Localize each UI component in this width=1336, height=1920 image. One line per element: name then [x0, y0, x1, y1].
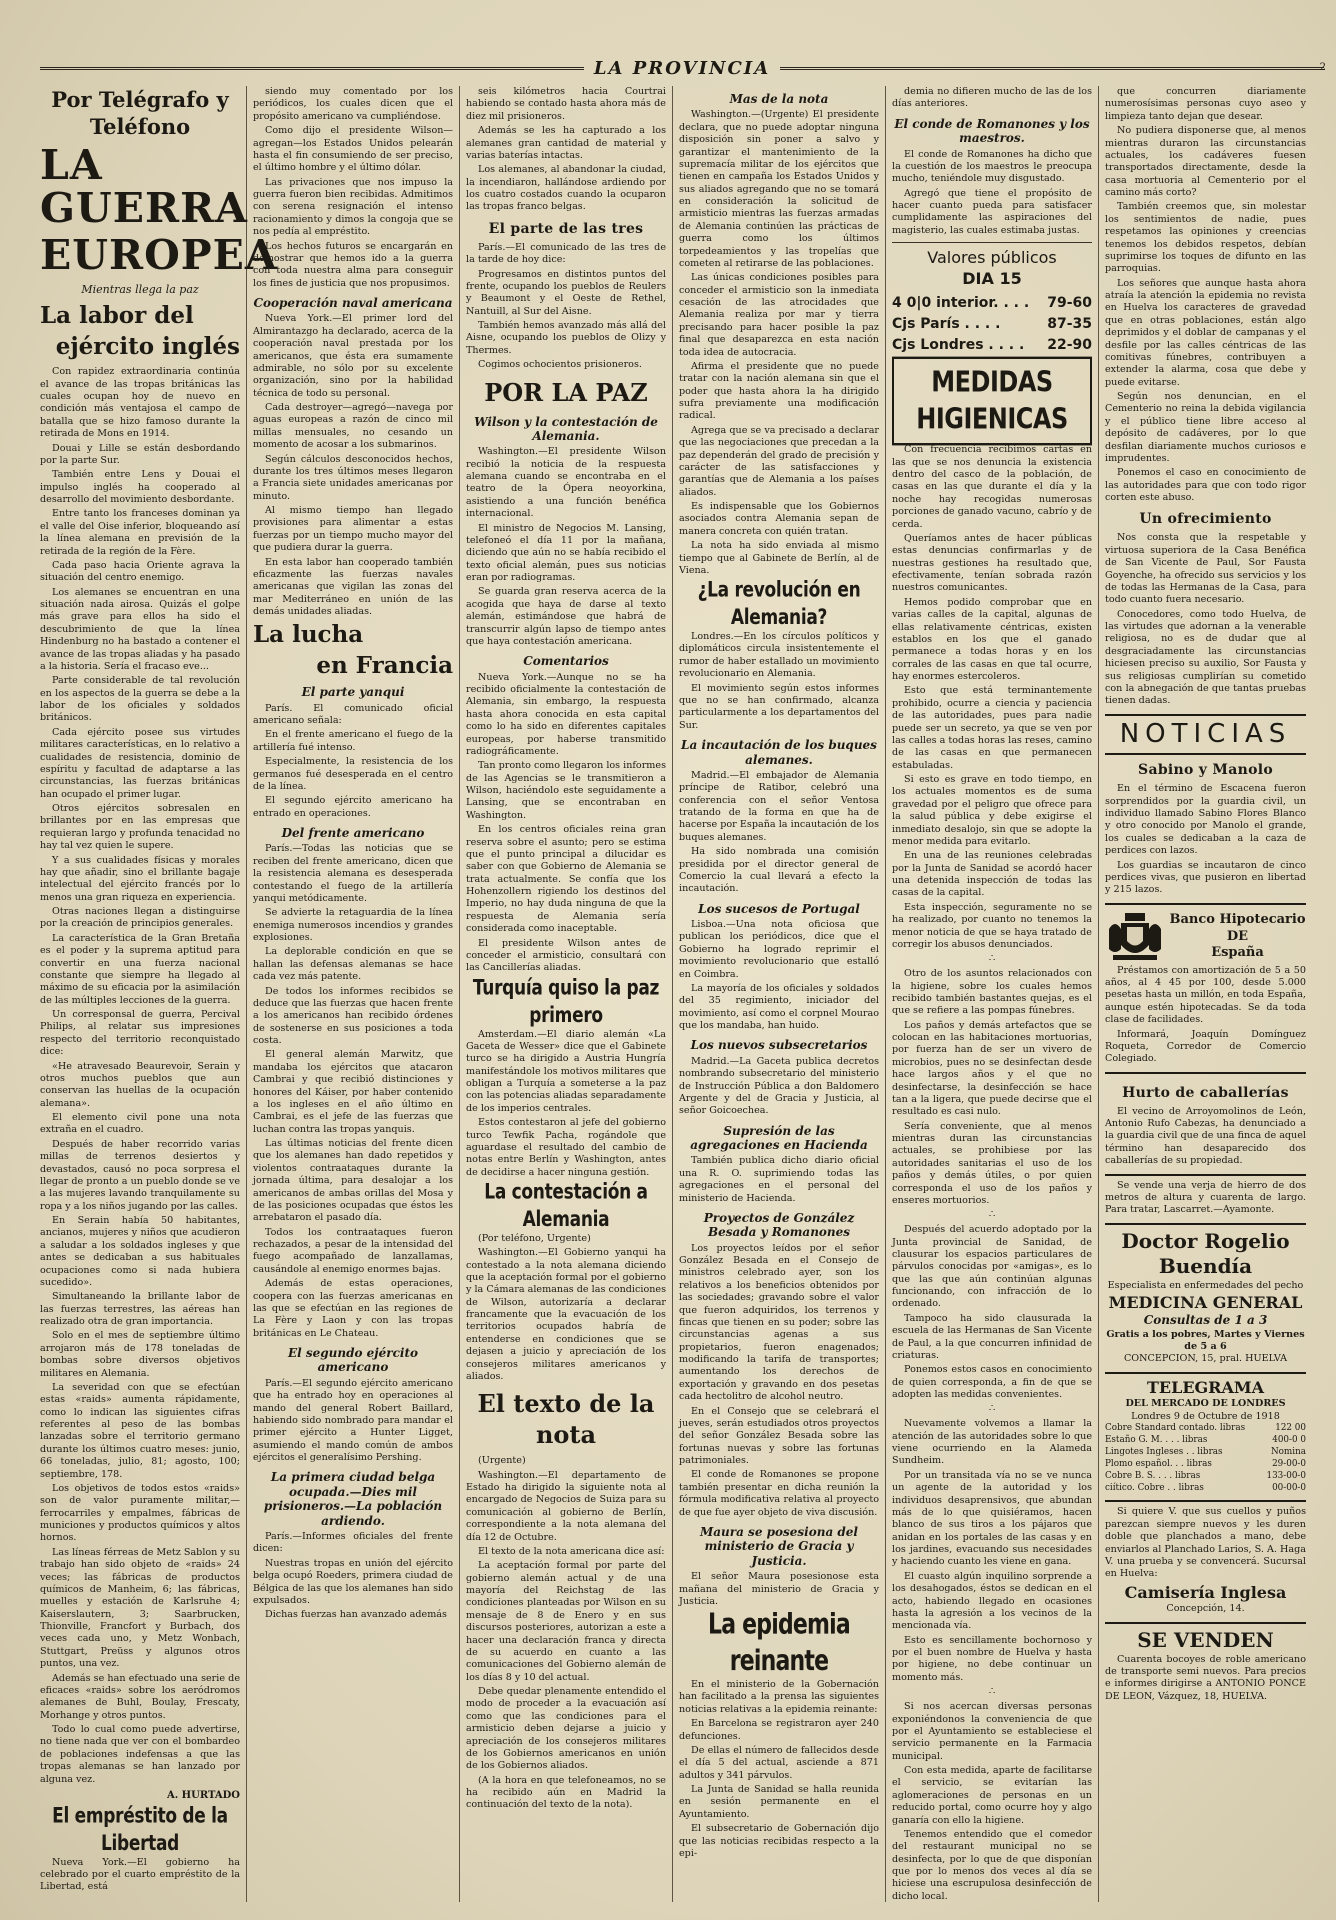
- paragraph: La mayoría de los oficiales y soldados del 35 regimiento, iniciador del movimiento, así como el corpnel Mourao que los mandaba, han huido.: [679, 982, 879, 1032]
- paragraph: Debe quedar plenamente entendido el modo de proceder a la evacuación así como que las condiciones para el armisticio deben dejarse a juicio y apreciación de los consejeros militares de los Gobiernos americanos en unión de los Gobiernos aliados.: [466, 1686, 666, 1772]
- paragraph: El texto de la nota americana dice así:: [478, 1545, 665, 1557]
- subheading: El conde de Romanones y los maestros.: [894, 116, 1090, 146]
- subheading: Hurto de caballerías: [1122, 1084, 1289, 1101]
- paragraph: La aceptación formal por parte del gobierno alemán actual y de una mayoría del Reichstag de las condiciones planteadas por Wilson en su mensaje de 8 de Enero y en sus discursos posteriores, autorizan a este a hacer una declaración franca y directa de su acuerdo en cuanto a las comunicaciones del Gobierno alemán de los días 8 y 10 del actual.: [466, 1560, 666, 1683]
- paragraph: Se guarda gran reserva acerca de la acogida que haya de darse al texto alemán, estimándose que habrá de transcurrir algún lapso de tiempo antes que haya contestación americana.: [466, 586, 666, 647]
- paragraph: Según cálculos desconocidos hechos, durante los tres últimos meses llegaron a Francia siete unidades americanas por minuto.: [253, 453, 453, 502]
- paragraph: Madrid.—La Gaceta publica decretos nombrando subsecretario del ministerio de Instrucción Pública a don Baldomero Argente y del de Gracia y Justicia, al señor Goicoechea.: [679, 1055, 879, 1117]
- paragraph: Las líneas férreas de Metz Sablon y su trabajo han sido objeto de «raids» 24 veces; las fábricas de productos químicos de Manheim, 6; las fábricas, muelles y estación de Karlsruhe 4; Kaiserslautern, 3; Saarbrucken, Thionville, Francfort y Burbach, dos veces cada uno, y Metz Wonbach, Stuttgart, Preüss y algunos otros puntos, una vez.: [40, 1546, 240, 1670]
- paragraph: seis kilómetros hacia Courtrai habiendo se contado hasta ahora más de diez mil prisioneros.: [466, 86, 666, 122]
- paragraph: Cada paso hacia Oriente agrava la situación del centro enemigo.: [40, 559, 240, 584]
- subheading: La primera ciudad belga ocupada.—Dies mil prisioneros.—La población ardiendo.: [263, 1470, 443, 1528]
- paragraph: En el ministerio de la Gobernación han facilitado a la prensa las siguientes noticias relativas a la epidemia reinante:: [679, 1679, 879, 1715]
- paragraph: París.—Todas las noticias que se reciben del frente americano, dicen que la resistencia alemana es desesperada contestando el fuego de la artillería yanqui metódicamente.: [253, 843, 453, 904]
- paragraph: Nuestras tropas en unión del ejército belga ocupó Roeders, primera ciudad de Bélgica de las que los alemanes han sido expulsados.: [253, 1557, 453, 1606]
- column-4: [673, 86, 886, 1902]
- doctor-free: Gratis a los pobres, Martes y Viernes de 5 a 6: [1106, 1328, 1305, 1353]
- subheading: Maura se posesiona del ministerio de Gracia y Justicia.: [700, 1524, 858, 1568]
- paragraph: La característica de la Gran Bretaña es el poder y la suprema aptitud para convertir en una fuerza nacional constante que siempre ha llegado al máximo de su eficacia por la asimilación de las múltiples lecciones de la guerra.: [40, 932, 240, 1006]
- paragraph: El conde de Romanones se propone también presentar en dicha reunión la fórmula modificativa relativa al proyecto de que fue ayer objeto de viva discusión.: [679, 1469, 879, 1518]
- camiseria-name: Camisería Inglesa: [1124, 1582, 1287, 1602]
- paragraph: Madrid.—El embajador de Alemania príncipe de Ratibor, celebró una conferencia con el señor Ventosa tratando de la forma en que ha de hacerse por España la incautación de los buques alemanes.: [679, 769, 879, 843]
- telegram-value: 133-00-0: [1266, 1470, 1306, 1481]
- paragraph: Cada ejército posee sus virtudes militares características, en lo relativo a cualidades de resistencia, dominio de espíritu y facultad de adaptarse a las circunstancias, las fuerzas británicas han ocupado el primer lugar.: [40, 726, 240, 800]
- paragraph: En esta labor han cooperado también eficazmente las fuerzas navales americanas que vigilan las zonas del mar Mediterráneo en unión de las demás unidades aliadas.: [253, 556, 453, 618]
- subheading: El segundo ejército americano: [287, 1346, 419, 1375]
- paragraph: También publica dicho diario oficial una R. O. suprimiendo todas las agregaciones en el personal del ministerio de Hacienda.: [679, 1155, 879, 1204]
- paragraph: Simultaneando la brillante labor de las fuerzas terrestres, las aéreas han realizado otra de gran importancia.: [40, 1291, 240, 1328]
- paragraph: Douai y Lille se están desbordando por la parte Sur.: [40, 442, 240, 466]
- paragraph: El vecino de Arroyomolinos de León, Antonio Rufo Cabezas, ha denunciado a la guardia civil que de una finca de aquel término han desaparecido dos caballerías de su propiedad.: [1105, 1105, 1306, 1167]
- paragraph: Como dijo el presidente Wilson—agregan—los Estados Unidos pelearán hasta el fin consumiendo de ser preciso, el último hombre y el último dólar.: [253, 125, 453, 174]
- bank-name-line-2: DE: [1226, 928, 1249, 944]
- divider: [892, 242, 1092, 243]
- stocks-title: Valores públicos: [927, 248, 1057, 268]
- paragraph: Washington.—(Urgente) El presidente declara, que no puede adoptar ninguna disposición sin poner a salvo y garantizar el mantenimiento de la supremacía militar de los ejércitos que tienen en campaña los Estados Unidos y sus aliados agregando que no se tomará en consideración la solicitud de armisticio mientras las fuerzas armadas de Alemania continúen las prácticas de guerra como los últimos torpedeamientos y las tropelías que cometen al retirarse de las poblaciones.: [679, 109, 879, 269]
- paragraph: Lisboa.—Una nota oficiosa que publican los periódicos, dice que el Gobierno ha logrado reprimir el movimiento revolucionario que estalló en Coimbra.: [679, 919, 879, 980]
- stocks-label: Cjs Londres . . . .: [892, 337, 1025, 354]
- paragraph: Todos los contraataques fueron rechazados, a pesar de la intensidad del fuego acompañado de lanzallamas, causándole al enemigo enormes bajas.: [253, 1226, 453, 1275]
- telegram-value: 400-0 0: [1272, 1435, 1306, 1446]
- paragraph: Las únicas condiciones posibles para conceder el armisticio son la inmediata cesación de las atrocidades que Alemania realiza por mar y tierra precisando para hacer posible la paz final que desaparezca en esta nación toda idea de autocracia.: [679, 272, 879, 358]
- paragraph: Tampoco ha sido clausurada la escuela de las Hermanas de San Vicente de Paul, a la que concurren infinidad de criaturas.: [892, 1312, 1092, 1361]
- paragraph: También creemos que, sin molestar los sentimientos de nadie, pues respetamos las opiniones y creencias tenemos los debidos respetos, debían suprimirse los toques de difunto en las parroquias.: [1105, 201, 1306, 275]
- paragraph: Otras naciones llegan a distinguirse por la creación de principios generales.: [40, 906, 240, 930]
- subheading: El parte yanqui: [301, 685, 405, 700]
- paragraph: Queríamos antes de hacer públicas estas denuncias confirmarlas y de nuestras gestiones ha resultado que, efectivamente, tenían sobrada razón nuestros comunicantes.: [892, 532, 1092, 594]
- paragraph: Se vende una verja de hierro de dos metros de altura y cuarenta de largo. Para tratar, Lascarret.—Ayamonte.: [1105, 1179, 1306, 1216]
- bank-ad: [1105, 903, 1306, 1066]
- paragraph: Ponemos estos casos en conocimiento de quien corresponda, a fin de que se adopten las medidas convenientes.: [892, 1364, 1092, 1401]
- paragraph: (Urgente): [478, 1455, 526, 1467]
- paragraph: Los alemanes se encuentran en una situación nada airosa. Quizás el golpe más grave para ellos ha sido el descubrimiento de que la línea Hindenburg no ha bastado a contener el avance de las tropas aliadas y ha pasado a la historia. Sería el fracaso eve...: [40, 586, 240, 672]
- paragraph: Esta inspección, seguramente no se ha realizado, por cuanto no tenemos la menor noticia de que se haya tratado de corregir los abusos denunciados.: [892, 901, 1092, 950]
- paragraph: El general alemán Marwitz, que mandaba los ejércitos que atacaron Cambrai y que recibió distinciones y honores del Káiser, por haber contenido a los ingleses en el año último en Cambrai, es el jefe de las fuerzas que luchan contra las tropas yanquis.: [253, 1049, 453, 1135]
- paragraph: Especialmente, la resistencia de los germanos fué desesperada en el centro de la línea.: [253, 756, 453, 792]
- paragraph: (Por teléfono, Urgente): [478, 1232, 591, 1244]
- article-title-line-1: La labor del: [40, 302, 194, 330]
- paragraph: París.—El comunicado de las tres de la tarde de hoy dice:: [466, 241, 666, 266]
- doctor-address: CONCEPCION, 15, pral. HUELVA: [1123, 1353, 1288, 1365]
- paragraph: En el Consejo que se celebrará el jueves, serán estudiados otros proyectos del señor González Besada sobre las fortunas nuevas y sobre las fortunas patrimoniales.: [679, 1405, 879, 1467]
- telegram-value: 122 00: [1275, 1423, 1306, 1434]
- columns: [34, 86, 1322, 1902]
- article-title-line-2: ejército inglés: [55, 332, 240, 360]
- paragraph: Afirma el presidente que no puede tratar con la nación alemana sin que el poder que hasta ahora la ha dirigido sufra previamente una modificación radical.: [679, 360, 879, 422]
- paragraph: Informará, Joaquín Domínguez Roqueta, Corredor de Comercio Colegiado.: [1105, 1028, 1306, 1065]
- telegram-row: [1105, 1483, 1306, 1495]
- paragraph: Progresamos en distintos puntos del frente, ocupando los pueblos de Reulers y Beaumont y el Oeste de Rethel, Nantuill, al Sur del Aisne.: [466, 268, 666, 317]
- se-venden-title: SE VENDEN: [1137, 1627, 1274, 1652]
- article-title: ¿La revolución en Alemania?: [697, 577, 861, 631]
- paragraph: En una de las reuniones celebradas por la Junta de Sanidad se acordó hacer una detenida inspección de todas las casas de la capital.: [892, 850, 1092, 899]
- paragraph: El movimiento según estos informes que no se han confirmado, alcanza particularmente a los departamentos del Sur.: [679, 682, 879, 731]
- paragraph: El presidente Wilson antes de conceder el armisticio, consultará con las Cancillerías aliadas.: [466, 937, 666, 974]
- paragraph: Los paños y demás artefactos que se colocan en las habitaciones mortuorias, por fuerza han de ser un vivero de microbios, pues no se desinfectan desde hace largos años y el que no desinfectarse, la desinfección se hace tan a la ligera, que puede decirse que el resultado es casi nulo.: [892, 1019, 1092, 1118]
- se-venden-ad: [1105, 1622, 1306, 1703]
- paragraph: Con esta medida, aparte de facilitarse el servicio, se evitarían las aglomeraciones de personas en un reducido portal, como ocurre hoy y algo ganaría con ello la higiene.: [892, 1765, 1092, 1826]
- masthead-rule-left: [40, 67, 584, 70]
- paragraph: Las últimas noticias del frente dicen que los alemanes han dado repetidos y violentos contraataques durante la jornada última, para desalojar a los americanos de ambas orillas del Mosa y de las posiciones ocupadas que éstos les arrebataron el pasado día.: [253, 1138, 453, 1224]
- paragraph: Washington.—El Gobierno yanqui ha contestado a la nota alemana diciendo que la aceptación formal por el gobierno y la Cámara alemanas de las condiciones de Wilson, autorizaría a declarar francamente que la evacuación de los territorios ocupados habría de entenderse en condiciones que se dejasen a juicio y apreciación de los consejeros militares americanos y aliados.: [466, 1247, 666, 1382]
- main-headline-line-1: LA GUERRA: [40, 141, 248, 233]
- telegram-title: TELEGRAMA: [1146, 1377, 1265, 1397]
- paragraph: En el término de Escacena fueron sorprendidos por la guardia civil, un individuo llamado Sabino Flores Blanco y otro conocido por Manolo el grande, los cuales se dedicaban a la caza de perdices con lazos.: [1105, 783, 1306, 857]
- paragraph: Los hechos futuros se encargarán en demostrar que hemos ido a la guerra con toda nuestra alma para conseguir los fines de justicia que nos propusimos.: [253, 240, 453, 289]
- telegram-value: Nomina: [1270, 1446, 1306, 1457]
- paragraph: Después de haber recorrido varias millas de terrenos desiertos y devastados, causó no poca sorpresa el llegar de pronto a un pueblo donde se ve a las mujeres lavando tranquilamente su ropa y a los niños jugando por las calles.: [40, 1138, 240, 1212]
- paragraph: Conocedores, como todo Huelva, de las virtudes que adornan a la venerable religiosa, no es de dudar que al desgraciadamente las circunstancias hiciesen preciso su auxilio, Sor Fausta y sus religiosas cumplirían su cometido con la abnegación de que tantas pruebas tienen dadas.: [1105, 608, 1306, 707]
- column-5: [886, 86, 1099, 1902]
- paragraph: Nueva York.—El gobierno ha celebrado por el cuarto empréstito de la Libertad, está: [40, 1856, 240, 1893]
- article-title-line-1: La lucha: [253, 621, 364, 649]
- paragraph: El cuasto algún inquilino sorprende a los desahogados, éstos se dedican en el acto, habiendo llegado en ocasiones hasta la agresión a los vecinos de la mencionada vía.: [892, 1570, 1092, 1632]
- subheading: El parte de las tres: [488, 220, 644, 237]
- paragraph: Tenemos entendido que el comedor del restaurant municipal no se desinfecta, por lo que de que disponían que por lo menos dos veces al día se hiciese una escrupulosa desinfección de dicho local.: [892, 1828, 1092, 1902]
- paragraph: Si esto es grave en todo tiempo, en los actuales momentos es de suma gravedad por el peligro que ofrece para la salud pública y debe exigirse el inmediato desalojo, sin que se adopte la menor medida para evitarlo.: [892, 774, 1092, 847]
- paragraph: Los señores que aunque hasta ahora atraía la atención la epidemia no revista en Huelva los caracteres de gravedad que en otras poblaciones, están algo deprimidos y el doblar de campanas y el desfile por las calles céntricas de las comitivas fúnebres, contribuyen a extender la alarma, cosa que debe y puede evitarse.: [1105, 277, 1306, 388]
- stocks-label: 4 0|0 interior. . . .: [892, 295, 1030, 312]
- paragraph: También hemos avanzado más allá del Aisne, ocupando los pueblos de Olizy y Thermes.: [466, 320, 666, 356]
- paragraph: Al mismo tiempo han llegado provisiones para alimentar a estas fuerzas por un tiempo mucho mayor del que pudiera durar la guerra.: [253, 505, 453, 554]
- paragraph: París.—Informes oficiales del frente dicen:: [253, 1531, 453, 1555]
- paragraph: Los objetivos de todos estos «raids» son de valor puramente militar,—ferrocarriles y empalmes, fábricas de municiones y productos químicos y altos hornos.: [40, 1482, 240, 1544]
- paragraph: que concurren diariamente numerosísimas personas cuyo aseo y limpieza tanto dejan que desear.: [1105, 86, 1306, 122]
- paragraph: Además se han efectuado una serie de eficaces «raids» sobre los aeródromos alemanes de Buhl, Boulay, Frescaty, Morhange y otros puntos.: [40, 1672, 240, 1721]
- paragraph: También entre Lens y Douai el impulso inglés ha cooperado al desarrollo del movimiento desbordante.: [40, 469, 240, 506]
- telegram-label: ciítico. Cobre . . libras: [1105, 1482, 1204, 1493]
- paragraph: Solo en el mes de septiembre último arrojaron más de 178 toneladas de bombas sobre diversos objetivos militares en Alemania.: [40, 1330, 240, 1379]
- subheading: Mas de la nota: [729, 92, 829, 106]
- paragraph: Dichas fuerzas han avanzado además: [265, 1609, 447, 1621]
- telegram-label: Estaño G. M. . . . libras: [1105, 1435, 1208, 1446]
- paragraph: París. El comunicado oficial americano señala:: [253, 702, 453, 727]
- telegram-row: [1105, 1459, 1306, 1471]
- sale-ad: [1105, 1174, 1306, 1217]
- paragraph: El segundo ejército americano ha entrado en operaciones.: [253, 795, 453, 819]
- telegram-value: 29-00-0: [1272, 1458, 1306, 1469]
- subheading: Los nuevos subsecretarios: [690, 1038, 868, 1053]
- stocks-row: [892, 293, 1092, 314]
- paragraph: Cuarenta bocoyes de roble americano de transporte semi nuevos. Para precios e informes dirigirse a ANTONIO PONCE DE LEON, Vázquez, 18, HUELVA.: [1105, 1653, 1306, 1702]
- subheading: Los sucesos de Portugal: [698, 901, 860, 916]
- hurto-notice: [1105, 1072, 1306, 1168]
- paragraph: En los centros oficiales reina gran reserva sobre el asunto; pero se estima que el punto principal a dilucidar es saber con que Gobierno de Alemania se trata actualmente. Se confía que los Hohenzollern rigiendo los destinos del Imperio, no hay duda ninguna de que la respuesta de Alemania sería considerada como inaceptable.: [466, 824, 666, 935]
- paragraph: En el frente americano el fuego de la artillería fué intenso.: [253, 729, 453, 753]
- doctor-title: MEDICINA GENERAL: [1108, 1292, 1303, 1312]
- paragraph: Con frecuencia recibimos cartas en las que se nos denuncia la existencia dentro del casco de la población, de casas en las que durante el día y la noche hay recogidas numerosas porciones de ganado vacuno, cabrío y de cerda.: [892, 444, 1092, 530]
- article-title: El texto de la nota: [477, 1389, 655, 1450]
- paragraph: Entre tanto los franceses dominan ya el valle del Oise inferior, bloqueando así la línea alemana en previsión de la retirada de la región de la Fère.: [40, 508, 240, 557]
- paragraph: Otros ejércitos sobresalen en brillantes por en las empresas que requieran largo y profunda tenacidad no hay tal vez quien le supere.: [40, 803, 240, 852]
- article-title: El empréstito de la Libertad: [52, 1803, 228, 1856]
- noticias-heading: NOTICIAS: [1105, 714, 1306, 756]
- paragraph: Los guardias se incautaron de cinco perdices vivas, que pusieron en libertad y 215 lazos.: [1105, 859, 1306, 896]
- bank-header: [1105, 909, 1306, 965]
- article-title: Un ofrecimiento: [1139, 511, 1272, 528]
- column-6: [1099, 86, 1312, 1902]
- stocks-value: 79-60: [1047, 295, 1092, 312]
- telegram-label: Cobre B. S. . . . libras: [1105, 1470, 1201, 1481]
- paragraph: Parte considerable de tal revolución en los aspectos de la guerra se debe a la labor de los oficiales y soldados británicos.: [40, 675, 240, 724]
- paragraph: Nueva York.—Aunque no se ha recibido oficialmente la contestación de Alemania, sin embargo, la respuesta hasta ahora conocida en esta capital como lo ha sido en diferentes capitales europeas, por haberse transmitido radiográficamente.: [466, 671, 666, 757]
- paragraph: En Barcelona se registraron ayer 240 defunciones.: [679, 1718, 879, 1742]
- telegram-row: [1105, 1447, 1306, 1459]
- telegram-label: Cobre Standard contado. libras: [1105, 1423, 1246, 1434]
- masthead: [40, 56, 1324, 80]
- bank-name: [1169, 912, 1306, 961]
- paragraph: Agrega que se va precisado a declarar que las negociaciones que precedan a la paz dependerán del grado de precisión y carácter de las satisfacciones y garantías que de Alemania a los países aliados.: [679, 424, 879, 498]
- main-headline-line-2: EUROPEA: [40, 231, 278, 280]
- telegram-date: Londres 9 de Octubre de 1918: [1131, 1410, 1280, 1422]
- stocks-row: [892, 314, 1092, 335]
- subheading: Sabino y Manolo: [1138, 762, 1273, 779]
- doctor-name: Doctor Rogelio Buendía: [1121, 1228, 1290, 1279]
- paragraph: Londres.—En los círculos políticos y diplomáticos circula insistentemente el rumor de haber estallado un movimiento revolucionario en Alemania.: [679, 631, 879, 680]
- subheading: Supresión de las agregaciones en Hacienda: [690, 1123, 868, 1153]
- paragraph: La deplorable condición en que se hallan las defensas alemanas se hace cada vez más patente.: [253, 946, 453, 983]
- paragraph: Esto es sencillamente bochornoso y por el buen nombre de Huelva y hasta por higiene, no debe continuar un momento más.: [892, 1634, 1092, 1683]
- paragraph: Según nos denuncian, en el Cementerio no reina la debida vigilancia y el público tiene libre acceso al depósito de cadáveres, por lo que desfilan diariamente muchos curiosos e imprudentes.: [1105, 391, 1306, 464]
- paragraph: Nueva York.—El primer lord del Almirantazgo ha declarado, acerca de la cooperación naval prestada por los americanos, que ésta era sumamente admirable, no sólo por su excelente organización, sino por la habilidad técnica de todo su personal.: [253, 313, 453, 399]
- paragraph: Esto que está terminantemente prohibido, ocurre a ciencia y paciencia de las autoridades, pues para nadie puede ser un secreto, ya que se ven por las calles a todas horas las reses, camino de las casas en que permanecen estabuladas.: [892, 685, 1092, 771]
- signature: A. HURTADO: [166, 1789, 240, 1801]
- coat-of-arms-icon: [1105, 909, 1165, 965]
- paragraph: Después del acuerdo adoptado por la Junta provincial de Sanidad, de clausurar los espacios particulares de párvulos conocidas por «amigas», es lo que las que aún continúan algunas funcionando, con infracción de lo ordenado.: [892, 1224, 1092, 1310]
- paragraph: Si nos acercan diversas personas exponiéndonos la conveniencia de que por el Ayuntamiento se estableciese el servicio permanente en la Farmacia municipal.: [892, 1701, 1092, 1762]
- paragraph: Cada destroyer—agregó—navega por aguas europeas a razón de cinco mil millas mensuales, no cesando un momento de acosar a los submarinos.: [253, 402, 453, 451]
- telegram-row: [1105, 1423, 1306, 1435]
- paragraph: Un corresponsal de guerra, Percival Philips, al relatar sus impresiones respecto del territorio reconquistado dice:: [40, 1009, 240, 1058]
- section-separator: ∴: [988, 1403, 996, 1415]
- paragraph: La Junta de Sanidad se halla reunida en sesión permanente en el Ayuntamiento.: [679, 1784, 879, 1820]
- newspaper-name: LA PROVINCIA: [593, 57, 771, 79]
- camiseria-ad: [1105, 1500, 1306, 1615]
- telegram-row: [1105, 1471, 1306, 1483]
- article-title: MEDIDAS HIGIENICAS: [892, 357, 1092, 446]
- camiseria-address: Concepción, 14.: [1166, 1603, 1245, 1615]
- subheading: Proyectos de González Besada y Romanones: [703, 1210, 855, 1240]
- paragraph: La severidad con que se efectúan estas «raids» aumenta rápidamente, como lo indican las siguientes cifras referentes al peso de las bombas lanzadas sobre el territorio germano durante los últimos cuatro meses: junio, 66 toneladas, julio, 81; agosto, 100; septiembre, 178.: [40, 1381, 240, 1480]
- article-title: La epidemia reinante: [708, 1609, 850, 1679]
- stocks-label: Cjs París . . . .: [892, 316, 1001, 333]
- subheading: Wilson y la contestación de Alemania.: [474, 414, 658, 443]
- paragraph: siendo muy comentado por los periódicos, los cuales dicen que el propósito americano va cumpliéndose.: [253, 86, 453, 122]
- kicker: Mientras llega la paz: [81, 283, 199, 297]
- paragraph: Y a sus cualidades físicas y morales hay que añadir, sino el brillante bagaje intelectual del ejército francés por lo menos una gran riqueza en experiencia.: [40, 854, 240, 903]
- paragraph: No pudiera disponerse que, al menos mientras duraron las circunstancias actuales, los cadáveres fuesen transportados directamente, desde la casa mortuoria al Cementerio por el camino más corto?: [1105, 125, 1306, 198]
- doctor-hours: Consultas de 1 a 3: [1143, 1313, 1268, 1328]
- paragraph: Estos contestaron al jefe del gobierno turco Tewfik Pacha, rogándole que aguardase el resultado del cambio de notas entre Berlín y Washington, antes de decidirse a hacer ninguna gestión.: [466, 1117, 666, 1178]
- paragraph: Otro de los asuntos relacionados con la higiene, sobre los cuales hemos recibido también bastantes quejas, es el que se refiere a las pompas fúnebres.: [892, 968, 1092, 1017]
- paragraph: Todo lo cual como puede advertirse, no tiene nada que ver con el bombardeo de poblaciones indefensas a que las tropas alemanas se han lanzado por alguna vez.: [40, 1724, 240, 1785]
- paragraph: El señor Maura posesionose esta mañana del ministerio de Gracia y Justicia.: [679, 1571, 879, 1607]
- subheading: Cooperación naval americana: [253, 296, 453, 310]
- page-number: 2: [1319, 62, 1326, 73]
- section-separator: ∴: [988, 1209, 996, 1221]
- doctor-ad: [1105, 1223, 1306, 1366]
- bank-name-line-3: España: [1211, 944, 1264, 960]
- article-title: POR LA PAZ: [484, 377, 648, 407]
- subheading: La incautación de los buques alemanes.: [681, 738, 877, 767]
- paragraph: Se advierte la retaguardia de la línea enemiga numerosos incendios y grandes explosiones.: [253, 907, 453, 944]
- paragraph: Nuevamente volvemos a llamar la atención de las autoridades sobre lo que viene ocurriendo en la Alameda Sundheim.: [892, 1418, 1092, 1467]
- paragraph: Ha sido nombrada una comisión presidida por el director general de Comercio la cual llevará a efecto la incautación.: [679, 846, 879, 895]
- telegram-row: [1105, 1435, 1306, 1447]
- subheading: Comentarios: [523, 654, 609, 669]
- paragraph: Además de estas operaciones, coopera con las fuerzas americanas en las que se efectúan en las regiones de La Fère y Laon y con las tropas británicas en Le Chateau.: [253, 1278, 453, 1339]
- paragraph: Washington.—El presidente Wilson recibió la noticia de la respuesta alemana cuando se encontraba en el teatro de la Ópera neoyorkina, asistiendo a una función benéfica internacional.: [466, 446, 666, 520]
- paragraph: Nos consta que la respetable y virtuosa superiora de la Casa Benéfica de San Vicente de Paul, Sor Fausta Goyenche, ha ofrecido sus servicios y los de todas las Hermanas de la Casa, para todo cuanto fuera necesario.: [1105, 532, 1306, 606]
- paragraph: Si quiere V. que sus cuellos y puños parezcan siempre nuevos y les duren doble que planchados a mano, debe enviarlos al Planchado Larios, S. A. Haga V. una prueba y se convencerá. Sucursal en Huelva:: [1105, 1506, 1306, 1580]
- doctor-specialty: Especialista en enfermedades del pecho: [1107, 1280, 1304, 1292]
- paragraph: Hemos podido comprobar que en varias calles de la capital, algunas de ellas relativamente céntricas, existen establos en los que el ganado permanece a todas horas y en los corrales de las casas en que tal ocurre, hay enormes estercoleros.: [892, 596, 1092, 683]
- stocks-value: 87-35: [1047, 316, 1092, 333]
- paragraph: El subsecretario de Gobernación dijo que las noticias recibidas respecto a la epi-: [679, 1823, 879, 1859]
- column-2: [247, 86, 460, 1902]
- paragraph: Los proyectos leídos por el señor González Besada en el Consejo de ministros celebrado ayer, son los relativos a los beneficios obtenidos por las sociedades; gravando sobre el valor que fueron adquiridos, los terrenos y fincas que tienen en su poder; sobre las circunstancias agenas a sus propietarios, fueron enagenados; modificando la tarifa de transportes; aumentando los derechos de exportación y gravando en dos pesetas cada hectolitro de alcohol neutro.: [679, 1242, 879, 1403]
- paragraph: Las privaciones que nos impuso la guerra fueron bien recibidas. Admitimos con serena resignación el intenso racionamiento y dimos la congoja que se nos pedía al empréstito.: [253, 176, 453, 238]
- telegram-subtitle: DEL MERCADO DE LONDRES: [1125, 1398, 1286, 1410]
- paragraph: «He atravesado Beaurevoir, Serain y otros muchos pueblos que aun conservan las huellas de la ocupación alemana».: [40, 1060, 240, 1109]
- stocks-date: DIA 15: [962, 268, 1022, 288]
- paragraph: Por un transitada vía no se ve nunca un agente de la autoridad y los individuos desaprensivos, que abundan más de lo que quisiéramos, hacen blanco de sus tiros a los pájaros que anidan en los portales de las casas y en los jardines, evacuando sus necesidades y haciendo cuanto les viene en gana.: [892, 1469, 1092, 1568]
- article-title: Turquía quiso la paz primero: [472, 975, 660, 1028]
- paragraph: Préstamos con amortización de 5 a 50 años, al 4 45 por 100, desde 5.000 pesetas hasta un millón, en toda España, aunque estén hipotecadas. Se da toda clase de facilidades.: [1105, 964, 1306, 1026]
- paragraph: El elemento civil pone una nota extraña en el cuadro.: [40, 1112, 240, 1136]
- paragraph: Amsterdam.—El diario alemán «La Gaceta de Wesser» dice que el Gabinete turco se ha dirigido a Austria Hungría manifestándole los motivos militares que obligan a Turquía a someterse a la paz con las potencias aliadas separadamente de los imperios centrales.: [466, 1028, 666, 1114]
- column-3: [460, 86, 673, 1902]
- section-title: Por Telégrafo y Teléfono: [51, 87, 229, 140]
- column-1: [34, 86, 278, 1902]
- masthead-rule-right: [780, 67, 1324, 70]
- paragraph: Ponemos el caso en conocimiento de las autoridades para que con todo rigor corten este abuso.: [1105, 467, 1306, 503]
- paragraph: Además se les ha capturado a los alemanes gran cantidad de material y varias baterías intactas.: [466, 125, 666, 161]
- telegram-value: 00-00-0: [1272, 1482, 1306, 1493]
- telegram-ad: [1105, 1372, 1306, 1495]
- paragraph: De ellas el número de fallecidos desde el día 5 del actual, asciende a 871 adultos y 341 párvulos.: [679, 1744, 879, 1781]
- paragraph: París.—El segundo ejército americano que ha entrado hoy en operaciones al mando del general Robert Baillard, habiendo sido nombrado para mandar el primer ejército a Hunter Ligget, asumiendo el mando común de ambos ejércitos el generalísimo Pershing.: [253, 1377, 453, 1464]
- paragraph: De todos los informes recibidos se deduce que las fuerzas que hacen frente a los americanos han recibido órdenes de sostenerse en sus posiciones a toda costa.: [253, 985, 453, 1047]
- paragraph: La nota ha sido enviada al mismo tiempo que al Gabinete de Berlín, al de Viena.: [679, 540, 879, 576]
- subheading: Del frente americano: [281, 826, 425, 841]
- paragraph: Los alemanes, al abandonar la ciudad, la incendiaron, hallándose ardiendo por los cuatro costados cuando la ocuparon las tropas franco belgas.: [466, 164, 666, 213]
- article-title: La contestación a Alemania: [484, 1179, 648, 1232]
- stocks-row: [892, 335, 1092, 356]
- section-separator: ∴: [988, 1686, 996, 1698]
- paragraph: Es indispensable que los Gobiernos asociados contra Alemania sepan de manera concreta con quién tratan.: [679, 501, 879, 537]
- paragraph: El conde de Romanones ha dicho que la cuestión de los maestros le preocupa mucho, teniéndole muy disgustado.: [892, 148, 1092, 185]
- paragraph: El ministro de Negocios M. Lansing, telefoneó el día 11 por la mañana, diciendo que aún no se había recibido el texto oficial alemán, pues sus noticias eran por radiogramas.: [466, 522, 666, 584]
- stocks-value: 22-90: [1047, 337, 1092, 354]
- paragraph: Agregó que tiene el propósito de hacer cuanto pueda para satisfacer cumplidamente las aspiraciones del magisterio, las cuales estimaba justas.: [892, 187, 1092, 236]
- telegram-label: Lingotes Ingleses . . libras: [1105, 1446, 1223, 1457]
- telegram-label: Plomo español. . . libras: [1105, 1458, 1212, 1469]
- section-separator: ∴: [988, 953, 996, 965]
- paragraph: Con rapidez extraordinaria continúa el avance de las tropas británicas las cuales ocupan hoy de nuevo en condición más ventajosa el campo de batalla que se hizo famoso durante la retirada de Mons en 1914.: [40, 366, 240, 440]
- paragraph: Tan pronto como llegaron los informes de las Agencias se le transmitieron a Wilson, haciéndolo este seguidamente a Lansing, que se encontraban en Washington.: [466, 760, 666, 821]
- paragraph: (A la hora en que telefoneamos, no se ha recibido aún en Madrid la continuación del texto de la nota).: [466, 1774, 666, 1811]
- paragraph: En Serain había 50 habitantes, ancianos, mujeres y niños que acudieron a saludar a los soldados ingleses y que antes se dedicaban a sus habituales ocupaciones como si nada hubiera sucedido».: [40, 1215, 240, 1288]
- article-title-line-2: en Francia: [316, 651, 453, 679]
- paragraph: Sería conveniente, que al menos mientras duran las circunstancias actuales, se prohibiese por las autoridades sanitarias el uso de los paños y demás útiles, o por quien corresponda el uso de los paños y enseres mortuorios.: [892, 1120, 1092, 1206]
- paragraph: Washington.—El departamento de Estado ha dirigido la siguiente nota al encargado de Negocios de Suiza para su comunicación al gobierno de Berlín, correspondiente a la nota alemana del día 12 de Octubre.: [466, 1469, 666, 1543]
- paragraph: Cogimos ochocientos prisioneros.: [478, 359, 642, 371]
- bank-name-line-1: Banco Hipotecario: [1169, 912, 1306, 928]
- paragraph: demia no difieren mucho de las de los días anteriores.: [892, 86, 1092, 110]
